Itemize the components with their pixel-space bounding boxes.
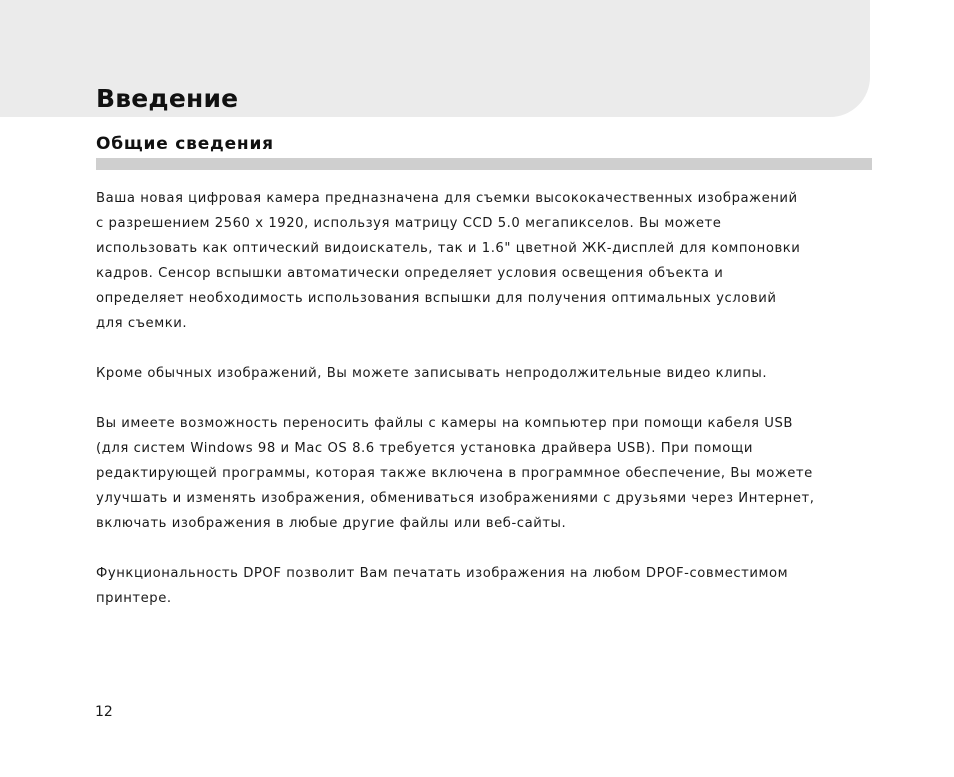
- text-line: улучшать и изменять изображения, обмениваться изображениями с друзьями через Интернет,: [96, 491, 815, 506]
- text-line: Ваша новая цифровая камера предназначена для съемки высококачественных изображений: [96, 191, 798, 206]
- text-line: для съемки.: [96, 316, 188, 331]
- text-line: Функциональность DPOF позволит Вам печатать изображения на любом DPOF-совместимом: [96, 566, 789, 581]
- text-line: редактирующей программы, которая также включена в программное обеспечение, Вы можете: [96, 466, 813, 481]
- text-line: (для систем Windows 98 и Mac OS 8.6 требуется установка драйвера USB). При помощи: [96, 441, 753, 456]
- section-divider: [96, 158, 872, 170]
- text-line: Кроме обычных изображений, Вы можете записывать непродолжительные видео клипы.: [96, 366, 768, 381]
- paragraph-dpof: [96, 561, 896, 611]
- page-number: 12: [95, 704, 113, 720]
- text-line: Вы имеете возможность переносить файлы с камеры на компьютер при помощи кабеля USB: [96, 416, 793, 431]
- text-line: определяет необходимость использования вспышки для получения оптимальных условий: [96, 291, 777, 306]
- text-line: с разрешением 2560 x 1920, используя матрицу CCD 5.0 мегапикселов. Вы можете: [96, 216, 722, 231]
- text-line: использовать как оптический видоискатель, так и 1.6" цветной ЖК-дисплей для компоновки: [96, 241, 801, 256]
- chapter-title: Введение: [96, 84, 239, 113]
- text-line: включать изображения в любые другие файлы или веб-сайты.: [96, 516, 567, 531]
- body-text: [96, 186, 896, 636]
- paragraph-usb: [96, 411, 896, 536]
- paragraph-video: [96, 361, 896, 386]
- paragraph-intro: [96, 186, 896, 336]
- text-line: принтере.: [96, 591, 172, 606]
- section-title: Общие сведения: [96, 134, 274, 154]
- text-line: кадров. Сенсор вспышки автоматически определяет условия освещения объекта и: [96, 266, 724, 281]
